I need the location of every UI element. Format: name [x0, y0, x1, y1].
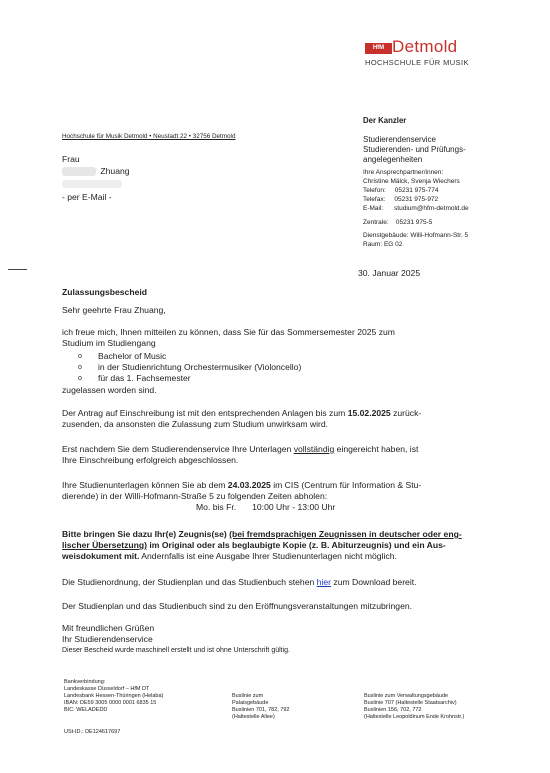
p1-end: zugelassen worden sind. — [62, 385, 157, 395]
paragraph-3: Erst nachdem Sie dem Studierendenservice Ihre Unterlagen vollständig eingereicht haben, ist Ihre Einschreibung erfolgreich abgeschlossen. — [62, 444, 419, 466]
list-item: o für das 1. Fachsemester — [78, 373, 191, 383]
info-dept-3: angelegenheiten — [363, 155, 423, 164]
pickup-times: 10:00 Uhr - 13:00 Uhr — [252, 502, 336, 513]
paragraph-2: Der Antrag auf Einschreibung ist mit den entsprechenden Anlagen bis zum 15.02.2025 zurück- zusenden, da ansonsten die Zulassung zum Studium unwirksam wird. — [62, 408, 422, 430]
contact-info-block — [363, 116, 543, 249]
deadline-date: 15.02.2025 — [347, 408, 391, 418]
bullet-icon: o — [78, 353, 82, 360]
info-phone: Telefon: 05231 975-774 — [363, 187, 439, 194]
redacted-first-name — [62, 167, 96, 176]
redacted-address — [62, 180, 122, 188]
info-dept-2: Studierenden- und Prüfungs- — [363, 145, 466, 154]
pickup-days: Mo. bis Fr. — [196, 502, 237, 513]
letter-greeting: Sehr geehrte Frau Zhuang, — [62, 305, 166, 315]
paragraph-4: Ihre Studienunterlagen können Sie ab dem 24.03.2025 im CIS (Centrum für Information & Stu- dierende) in der Willi-Hofmann-Straße 5 zu folgenden Zeiten abholen: Mo. bis Fr. 10:00 Uhr - 13:00 Uhr — [62, 480, 422, 513]
bullet-icon: o — [78, 375, 82, 382]
p1-line-2: Studium im Studiengang — [62, 338, 156, 349]
list-item: o in der Studienrichtung Orchestermusiker (Violoncello) — [78, 362, 302, 372]
p1-line-1: ich freue mich, Ihnen mitteilen zu können, dass Sie für das Sommersemester 2025 zum — [62, 327, 395, 337]
pickup-date: 24.03.2025 — [227, 480, 271, 490]
paragraph-7: Der Studienplan und das Studienbuch sind zu den Eröffnungsveranstaltungen mitzubringen. — [62, 601, 413, 611]
info-dept-1: Studierendenservice — [363, 135, 436, 144]
info-email: E-Mail: studium@hfm-detmold.de — [363, 205, 469, 212]
paragraph-6: Die Studienordnung, der Studienplan und das Studienbuch stehen hier zum Download bereit. — [62, 577, 417, 587]
bullet-icon: o — [78, 364, 82, 371]
logo-mark: HfM — [365, 43, 392, 54]
info-building: Dienstgebäude: Willi-Hofmann-Str. 5 — [363, 232, 469, 239]
letter-date: 30. Januar 2025 — [358, 268, 421, 278]
fold-mark — [8, 269, 27, 270]
sender-line: Hochschule für Musik Detmold • Neustadt 22 • 32756 Detmold — [62, 133, 236, 140]
info-fax: Telefax: 05231 975-972 — [363, 196, 439, 203]
list-item: o Bachelor of Music — [78, 351, 167, 361]
closing-1: Mit freundlichen Grüßen — [62, 623, 155, 633]
recipient-name: Zhuang — [100, 166, 130, 176]
footer-bus-palais: Buslinie zum Palaisgebäude Buslinien 701, 782, 792 (Haltestelle Allee) — [232, 693, 290, 720]
recipient-name-row — [62, 166, 130, 177]
paragraph-1 — [62, 327, 502, 349]
info-title: Der Kanzler — [363, 116, 407, 125]
machine-notice: Dieser Bescheid wurde maschinell erstellt und ist ohne Unterschrift gültig. — [62, 647, 290, 654]
info-contacts: Christine Mälck, Svenja Wiechers — [363, 178, 460, 185]
info-contacts-label: Ihre Ansprechpartner/innen: — [363, 169, 444, 176]
letter-subject: Zulassungsbescheid — [62, 287, 148, 297]
recipient-salutation: Frau — [62, 154, 80, 164]
info-central: Zentrale: 05231 975-5 — [363, 219, 433, 226]
footer-bus-admin: Buslinie zum Verwaltungsgebäude Buslinie 707 (Haltestelle Staatsarchiv) Buslinien 156, 702, 772 (Haltestelle Leopoldinum Ende Krohnstr.) — [364, 693, 465, 720]
info-room: Raum: EG 02 — [363, 241, 403, 248]
logo-subtitle: HOCHSCHULE FÜR MUSIK — [365, 58, 469, 67]
delivery-note: - per E-Mail - — [62, 192, 112, 202]
download-link[interactable]: hier — [316, 577, 332, 587]
emphasis-complete: vollständig — [293, 444, 335, 454]
study-details-list — [78, 351, 301, 384]
closing-2: Ihr Studierendenservice — [62, 634, 153, 644]
logo-name: Detmold — [392, 37, 458, 56]
footer-bank: Bankverbindung: Landeskasse Düsseldorf – HfM DT Landesbank Hessen-Thüringen (Helaba) IBAN: DE59 3005 0000 0001 6835 15 BIC: WELADEDD — [64, 679, 164, 713]
paragraph-5: Bitte bringen Sie dazu Ihr(e) Zeugnis(se) (bei fremdsprachigen Zeugnissen in deutscher oder eng- lischer Übersetzung) im Original oder als beglaubigte Kopie (z. B. Abiturzeugnis) und ein Aus- weisdokument mit. Andernfalls ist eine Ausgabe Ihrer Studienunterlagen nicht möglich. — [62, 529, 462, 562]
footer-ustid: USt-ID.: DE124617697 — [64, 729, 121, 735]
